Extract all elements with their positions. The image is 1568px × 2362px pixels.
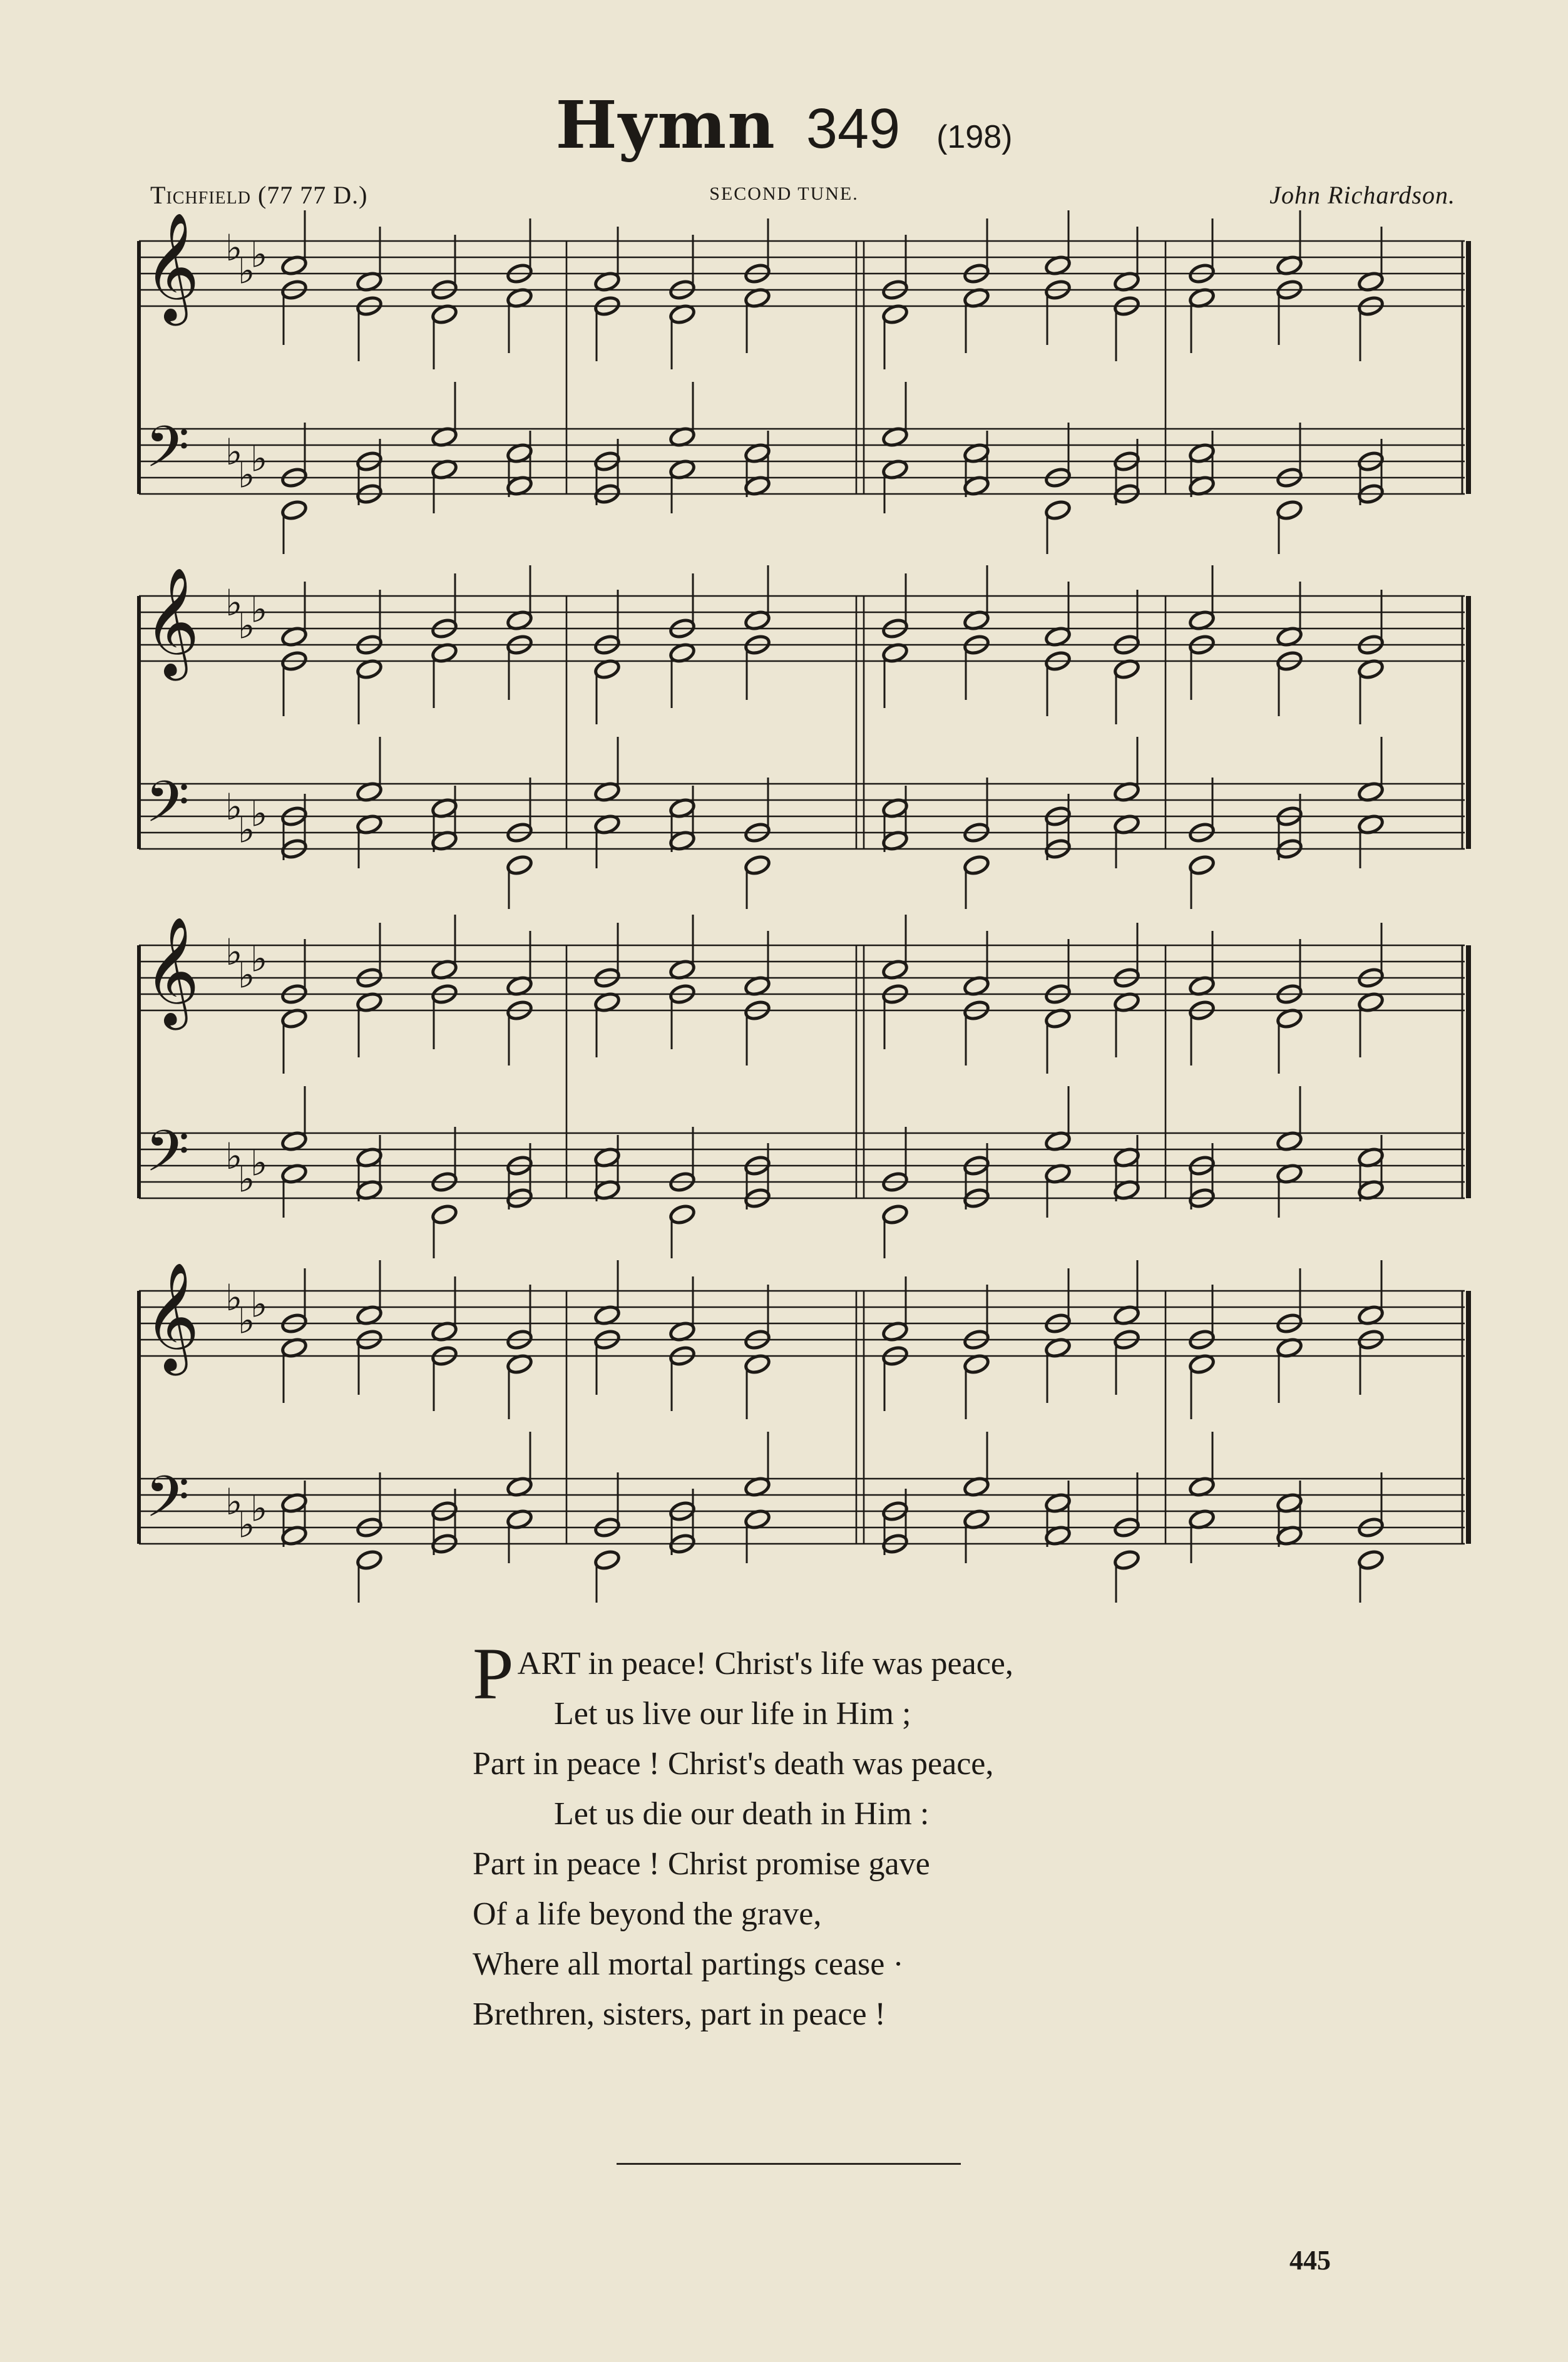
verse-line-7: Where all mortal partings cease · bbox=[473, 1946, 904, 1982]
bass-clef-icon: 𝄢 bbox=[145, 769, 190, 849]
flat-icon: ♭ bbox=[238, 249, 255, 292]
flat-icon: ♭ bbox=[238, 953, 255, 997]
treble-clef-icon: 𝄞 bbox=[144, 1262, 200, 1371]
flat-icon: ♭ bbox=[250, 1283, 268, 1326]
flat-icon: ♭ bbox=[225, 1135, 243, 1178]
flat-icon: ♭ bbox=[225, 931, 243, 973]
flat-icon: ♭ bbox=[225, 227, 243, 269]
verse-line-6: Of a life beyond the grave, bbox=[473, 1896, 822, 1932]
half-note bbox=[356, 1549, 383, 1571]
flat-icon: ♭ bbox=[238, 1299, 255, 1342]
half-note bbox=[506, 854, 533, 876]
half-note bbox=[744, 854, 771, 876]
verse-line-1: ART in peace! Christ's life was peace, bbox=[517, 1646, 1013, 1682]
hymn-verse bbox=[473, 1633, 1013, 2040]
verse-line-5: Part in peace ! Christ promise gave bbox=[473, 1846, 930, 1882]
half-note bbox=[963, 854, 990, 876]
flat-icon: ♭ bbox=[238, 604, 255, 647]
flat-icon: ♭ bbox=[225, 431, 243, 473]
alt-number: (198) bbox=[936, 119, 1013, 155]
tune-label: SECOND TUNE. bbox=[709, 183, 859, 204]
verse-line-8: Brethren, sisters, part in peace ! bbox=[473, 1996, 886, 2032]
half-note bbox=[280, 499, 308, 521]
half-note bbox=[1357, 1549, 1385, 1571]
half-note bbox=[1113, 1549, 1140, 1571]
tune-name: Tichfield (77 77 D.) bbox=[150, 181, 368, 209]
flat-icon: ♭ bbox=[250, 588, 268, 631]
half-note bbox=[669, 1203, 696, 1226]
verse-line-4: Let us die our death in Him : bbox=[554, 1796, 930, 1832]
hymn-word: Hymn bbox=[555, 86, 776, 163]
flat-icon: ♭ bbox=[250, 1141, 268, 1184]
half-note bbox=[593, 1549, 621, 1571]
treble-clef-icon: 𝄞 bbox=[144, 917, 200, 1025]
flat-icon: ♭ bbox=[250, 792, 268, 835]
half-note bbox=[1044, 499, 1072, 521]
bass-clef-icon: 𝄢 bbox=[145, 414, 190, 494]
half-note bbox=[1276, 499, 1303, 521]
page-number: 445 bbox=[1289, 2245, 1331, 2276]
flat-icon: ♭ bbox=[238, 1158, 255, 1201]
flat-icon: ♭ bbox=[238, 1503, 255, 1546]
flat-icon: ♭ bbox=[250, 937, 268, 980]
flat-icon: ♭ bbox=[238, 453, 255, 496]
flat-icon: ♭ bbox=[225, 786, 243, 828]
bass-clef-icon: 𝄢 bbox=[145, 1464, 190, 1544]
flat-icon: ♭ bbox=[250, 233, 268, 276]
flat-icon: ♭ bbox=[238, 808, 255, 851]
composer: John Richardson. bbox=[1269, 181, 1455, 209]
half-note bbox=[881, 1203, 909, 1226]
hymn-number: 349 bbox=[806, 98, 901, 160]
treble-clef-icon: 𝄞 bbox=[144, 212, 200, 321]
end-rule bbox=[617, 2163, 961, 2165]
flat-icon: ♭ bbox=[250, 1487, 268, 1530]
flat-icon: ♭ bbox=[250, 437, 268, 480]
bass-clef-icon: 𝄢 bbox=[145, 1118, 190, 1198]
treble-clef-icon: 𝄞 bbox=[144, 567, 200, 676]
flat-icon: ♭ bbox=[225, 1276, 243, 1319]
half-note bbox=[431, 1203, 458, 1226]
verse-line-2: Let us live our life in Him ; bbox=[554, 1696, 911, 1732]
flat-icon: ♭ bbox=[225, 582, 243, 624]
flat-icon: ♭ bbox=[225, 1481, 243, 1523]
half-note bbox=[1188, 854, 1216, 876]
drop-cap: P bbox=[473, 1633, 514, 1715]
verse-line-3: Part in peace ! Christ's death was peace, bbox=[473, 1746, 994, 1782]
